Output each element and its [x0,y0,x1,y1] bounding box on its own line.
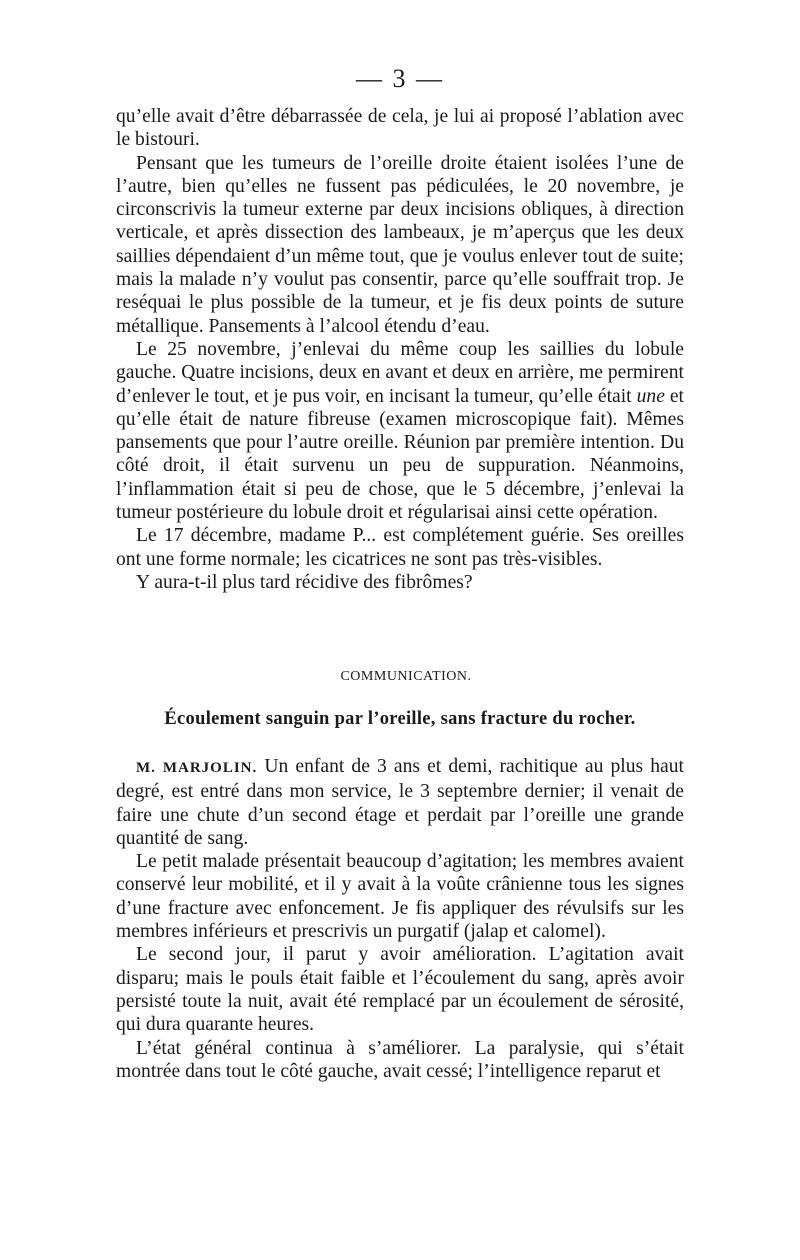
paragraph: Le second jour, il parut y avoir amélioration. L’agitation avait disparu; mais le pouls était faible et l’écoulement du sang, après avoir persisté toute la nuit, avait été remplacé par un écoulement de sérosité, qui dura quarante heures. [116,944,684,1036]
communication-text [116,755,684,1083]
paragraph: Pensant que les tumeurs de l’oreille droite étaient isolées l’une de l’autre, bien qu’elles ne fussent pas pédiculées, le 20 novembre, je circonscrivis la tumeur externe par deux incisions obliques, à direction verticale, et après dissection des lambeaux, je m’aperçus que les deux saillies dépendaient d’un même tout, que je voulus enlever tout de suite; mais la malade n’y voulut pas consentir, parce qu’elle souffrait trop. Je reséquai le plus possible de la tumeur, et je fis deux points de suture métallique. Pansements à l’alcool étendu d’eau. [116,152,684,337]
paragraph [116,755,684,850]
paragraph-text: et qu’elle était de nature fibreuse (examen microscopique fait). Mêmes pansements que pour l’autre oreille. Réunion par première intention. Du côté droit, il était survenu un peu de suppuration. Néanmoins, l’inflammation était si peu de chose, que le 5 décembre, j’enlevai la tumeur postérieure du lobule droit et régularisai ainsi cette opération. [116,385,684,524]
speaker-name: M. MARJOLIN. [136,760,258,776]
article-subtitle: Écoulement sanguin par l’oreille, sans fracture du rocher. [164,709,636,729]
paragraph: Le petit malade présentait beaucoup d’agitation; les membres avaient conservé leur mobilité, et il y avait à la voûte crânienne tous les signes d’une fracture avec enfoncement. Je fis appliquer des révulsifs sur les membres inférieurs et prescrivis un purgatif (jalap et calomel). [116,851,684,943]
section-title: COMMUNICATION. [340,669,472,684]
case-report-text [116,105,684,594]
paragraph: qu’elle avait d’être débarrassée de cela, je lui ai proposé l’ablation avec le bistouri. [116,106,684,151]
paragraph [116,338,684,524]
paragraph-text: Le 25 novembre, j’enlevai du même coup les saillies du lobule gauche. Quatre incisions, deux en avant et deux en arrière, me permirent d’enlever le tout, et je pus voir, en incisant la tumeur, qu’elle était [116,338,684,407]
paragraph: Le 17 décembre, madame P... est complétement guérie. Ses oreilles ont une forme normale; les cicatrices ne sont pas très-visibles. [116,525,684,570]
paragraph: Y aura-t-il plus tard récidive des fibrômes? [136,571,473,593]
paragraph: L’état général continua à s’améliorer. La paralysie, qui s’était montrée dans tout le côté gauche, avait cessé; l’intelligence reparut et [116,1037,684,1082]
page-number: — 3 — [356,64,444,93]
paragraph-text: Un enfant de 3 ans et demi, rachitique au plus haut degré, est entré dans mon service, le 3 septembre dernier; il venait de faire une chute d’un second étage et perdait par l’oreille une grande quantité de sang. [116,756,684,849]
emphasized-word: une [636,385,665,407]
